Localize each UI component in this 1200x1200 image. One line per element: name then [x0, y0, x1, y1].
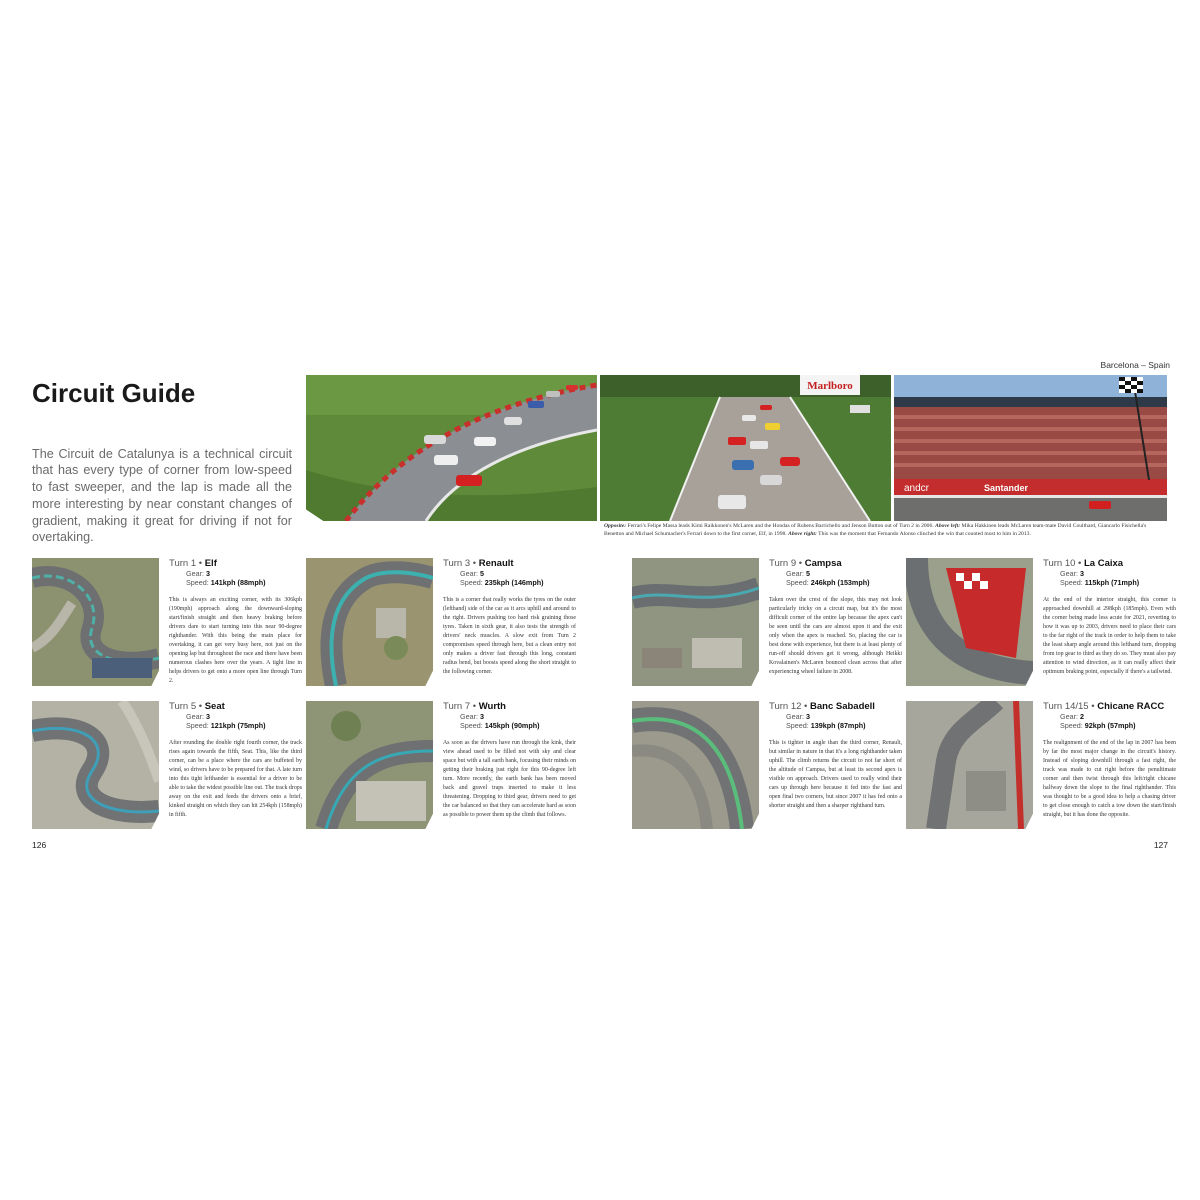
turn-heading: Turn 3 • Renault Gear: 5 Speed: 235kph (146mph) — [443, 558, 573, 587]
turn-card-5 — [32, 701, 302, 836]
aerial-photo-turn-7 — [306, 701, 433, 829]
aerial-photo-turn-5 — [32, 701, 159, 829]
turn-speed: Speed: 139kph (87mph) — [786, 721, 866, 731]
turn-gear: Gear: 3 — [1060, 569, 1084, 579]
turn-speed: Speed: 121kph (75mph) — [186, 721, 266, 731]
photo-start-image — [600, 375, 891, 521]
turn-name: La Caixa — [1084, 558, 1124, 569]
turn-name: Wurth — [478, 701, 506, 712]
turn-heading: Turn 10 • La Caixa Gear: 3 Speed: 115kph (71mph) — [1043, 558, 1173, 587]
photo-start-1998 — [600, 375, 891, 521]
turn-number: Turn 10 — [1043, 558, 1076, 569]
turn-gear: Gear: 2 — [1060, 712, 1084, 722]
turn-description: After rounding the double right fourth corner, the track rises again towards the fifth, Seat. This, like the third corner, can be a place where the cars are buffeted by wind, so drivers have to be prepared for that. A late turn into this tight lefthander is essential for a driver to be able to take the widest possible line out. The track drops away on the exit and feeds the drivers onto a brief, kinked straight on which they can hit 254kph (158mph) in fifth. — [169, 740, 302, 818]
turn-speed: Speed: 145kph (90mph) — [460, 721, 540, 731]
turn-gear: Gear: 3 — [460, 712, 484, 722]
aerial-photo-turn-3 — [306, 558, 433, 686]
caption-text-opposite: Ferrari's Felipe Massa leads Kimi Raikkonen's McLaren and the Hondas of Rubens Barrichello and Jenson Button out of Turn 2 in 2006. — [627, 523, 934, 529]
aerial-photo-turn-12 — [632, 701, 759, 829]
turn-description: As soon as the drivers have run through the kink, their view ahead used to be filled not with sky and clear space but with a tall earth bank, focusing their minds on getting their braking just right for this 90-degree left turn. More recently, the earth bank has been moved back and gravel traps inserted to make it less threatening. Dropping to third gear, drivers need to get the car balanced so that they can accelerate hard as soon as possible to power them up the climb that follows. — [443, 740, 576, 818]
turn-number: Turn 14/15 — [1043, 701, 1089, 712]
intro-paragraph: The Circuit de Catalunya is a technical circuit that has every type of corner from low-speed to fast sweeper, and the lap is made all the more interesting by near constant changes of gradient, making it great for driving if not for overtaking. — [32, 446, 292, 545]
turn-gear: Gear: 3 — [786, 712, 810, 722]
caption-label-opposite: Opposite: — [604, 523, 627, 529]
turn-description: The realignment of the end of the lap in 2007 has been by far the most major change in the circuit's history. Instead of sloping downhill through a fast right, the track was made to cut right before the penultimate corner and then twist through this left/right chicane halfway down the slope to the final righthander. This was thought to be a good idea to help a chasing driver to get close enough to catch a tow down the start/finish straight, but it has done the opposite. — [1043, 740, 1176, 818]
turn-number: Turn 3 — [443, 558, 471, 569]
turn-speed: Speed: 115kph (71mph) — [1060, 578, 1140, 588]
turn-name: Campsa — [804, 558, 842, 569]
turn-gear: Gear: 5 — [786, 569, 810, 579]
photo-caption — [604, 523, 1164, 539]
banner-text-2: Santander — [984, 483, 1029, 493]
page-title: Circuit Guide — [32, 378, 196, 408]
turn-heading: Turn 1 • Elf Gear: 3 Speed: 141kph (88mph) — [169, 558, 299, 587]
page-number-left: 126 — [32, 840, 47, 850]
turn-heading: Turn 5 • Seat Gear: 3 Speed: 121kph (75mph) — [169, 701, 299, 730]
turn-heading: Turn 7 • Wurth Gear: 3 Speed: 145kph (90mph) — [443, 701, 573, 730]
turn-number: Turn 9 — [769, 558, 797, 569]
photo-finish-image — [894, 375, 1167, 521]
caption-label-left: Above left: — [935, 523, 961, 529]
turn-heading: Turn 9 • Campsa Gear: 5 Speed: 246kph (153mph) — [769, 558, 899, 587]
turn-description: At the end of the interior straight, this corner is approached downhill at 298kph (185mph). Even with the corner being made less acute for 2021, reverting to how it was up to 2003, drivers need to place their cars to the far right of the track in order to help them to take the least sharp angle around this lefthand turn, dropping from top gear to third as they do so. They must also pay attention to wind direction, as it can really affect their optimum braking point, especially if there's a tailwind. — [1043, 597, 1176, 675]
banner-text-1: Marlboro — [807, 380, 853, 392]
turn-name: Seat — [204, 701, 225, 712]
turn-card-9 — [632, 558, 902, 693]
turn-description: This is always an exciting corner, with its 306kph (190mph) approach along the downward-sloping start/finish straight and then heavy braking before drivers dare to start turning into this near 90-degree righthander. With this being the main place for overtaking, it can get very busy here, not just on the opening lap but throughout the race and there have been numerous clashes here over the years. A tight line in helps drivers to get onto a more open line through Turn 2. — [169, 597, 302, 684]
turn-number: Turn 12 — [769, 701, 802, 712]
turn-name: Banc Sabadell — [810, 701, 875, 712]
page-number-right: 127 — [1153, 840, 1168, 850]
turn-card-14-15 — [906, 701, 1176, 836]
turn-number: Turn 1 — [169, 558, 197, 569]
turn-card-7 — [306, 701, 576, 836]
caption-text-right: This was the moment that Fernando Alonso clinched the win that counted most to him in 2013. — [818, 530, 1031, 537]
photo-turn-2-image — [306, 375, 597, 521]
turn-number: Turn 7 — [443, 701, 471, 712]
aerial-photo-turn-14-15 — [906, 701, 1033, 829]
turn-name: Elf — [204, 558, 217, 569]
turn-card-12 — [632, 701, 902, 836]
banner-text-3: andcr — [904, 483, 930, 494]
turn-card-10 — [906, 558, 1176, 693]
turn-name: Chicane RACC — [1097, 701, 1165, 712]
aerial-photo-turn-10 — [906, 558, 1033, 686]
caption-label-right: Above right: — [788, 530, 817, 537]
turn-description: This is tighter in angle than the third corner, Renault, but similar in nature in that it's a long righthander taken uphill. The climb returns the circuit to not far short of the altitude of Campsa, but at least its second apex is visible on approach. Drivers used to really wind their cars up through here because it fed into the fast and open final two corners, but since 2007 it has fed onto a shorter straight and then a sharper righthand turn. — [769, 740, 902, 809]
caption-text-left: Mika Hakkinen leads McLaren team-mate David Coulthard, Giancarlo Fisichella's Benetton and Michael Schumacher's Ferrari down to the first corner, Elf, in 1998. — [604, 523, 1147, 537]
turn-heading: Turn 14/15 • Chicane RACC Gear: 2 Speed: 92kph (57mph) — [1043, 701, 1173, 730]
turn-description: This is a corner that really works the tyres on the outer (lefthand) side of the car as it arcs uphill and around to the right. Drivers pushing too hard risk graining those tyres. Taken in sixth gear, it also tests the strength of drivers' neck muscles. A slow exit from Turn 2 compromises speed through here, but a clean entry not only makes a driver fast through this long, constant radius bend, but boosts speed along the short straight to the following corner. — [443, 597, 576, 675]
turn-gear: Gear: 3 — [186, 569, 210, 579]
section-label: Barcelona – Spain — [1100, 360, 1170, 370]
aerial-photo-turn-1 — [32, 558, 159, 686]
photo-finish-2013 — [894, 375, 1167, 521]
turn-description: Taken over the crest of the slope, this may not look particularly tricky on a circuit map, but it's the most difficult corner of the entire lap because the apex can't be seen until the cars are almost upon it and the exit only when the apex is reached. So, placing the car is best done with experience, but there is at least plenty of run-off should drivers get it wrong, although Heikki Kovalainen's McLaren bounced clean across that after experiencing wheel failure in 2008. — [769, 597, 902, 675]
turn-speed: Speed: 141kph (88mph) — [186, 578, 266, 588]
turn-gear: Gear: 3 — [186, 712, 210, 722]
turn-speed: Speed: 246kph (153mph) — [786, 578, 870, 588]
turn-speed: Speed: 92kph (57mph) — [1060, 721, 1136, 731]
turn-gear: Gear: 5 — [460, 569, 484, 579]
turn-number: Turn 5 — [169, 701, 197, 712]
turn-card-3 — [306, 558, 576, 693]
turn-speed: Speed: 235kph (146mph) — [460, 578, 544, 588]
turn-card-1 — [32, 558, 302, 693]
photo-turn-2-2006 — [306, 375, 597, 521]
aerial-photo-turn-9 — [632, 558, 759, 686]
turn-name: Renault — [478, 558, 514, 569]
turn-heading: Turn 12 • Banc Sabadell Gear: 3 Speed: 139kph (87mph) — [769, 701, 899, 730]
